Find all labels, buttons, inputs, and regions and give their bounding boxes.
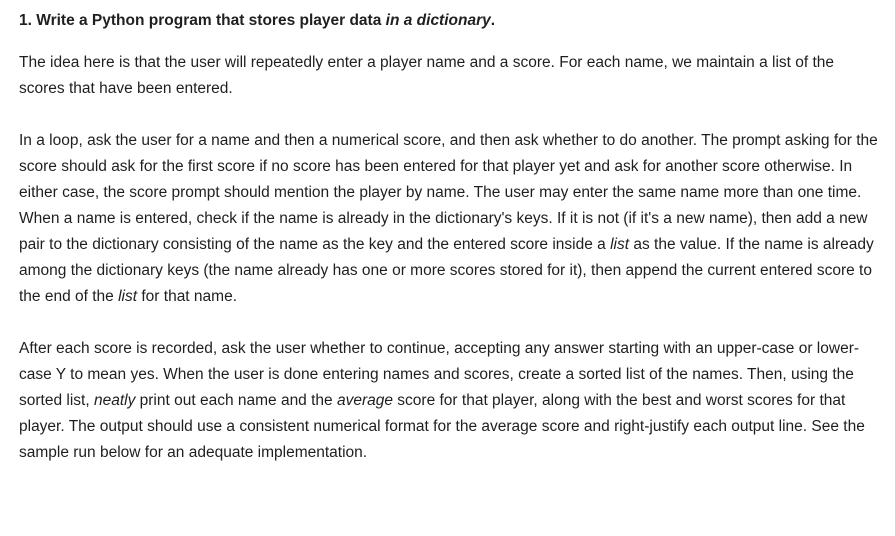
text-run: After each score is recorded, ask the user whether to continue, accepting any answer starting with an upper-case or lower-case Y to mean yes. When the user is done entering names and scores, create a sorted list of the names. Then, using the sorted list, xyxy=(19,340,860,409)
heading-period: . xyxy=(490,12,496,29)
emphasis-list: list xyxy=(118,288,138,305)
heading-emphasis: in a dictionary xyxy=(385,12,491,29)
text-run: score for that player, along with the best and worst scores for that player. The output should use a consistent numerical format for the average score and right-justify each output line. See the sample run below for an adequate implementation. xyxy=(19,392,865,461)
heading-text: 1. Write a Python program that stores player data xyxy=(19,12,386,29)
emphasis-average: average xyxy=(336,392,393,409)
text-run: for that name. xyxy=(137,288,238,305)
text-run: print out each name and the xyxy=(135,392,337,409)
intro-paragraph: The idea here is that the user will repeatedly enter a player name and a score. For each name, we maintain a list of the scores that have been entered. xyxy=(19,54,835,97)
loop-instructions-paragraph xyxy=(19,128,881,310)
question-heading xyxy=(19,10,881,32)
emphasis-list: list xyxy=(610,236,630,253)
text-run: as the value. If the name is already among the dictionary keys (the name already has one or more scores stored for it), then append the current entered score to the end of the xyxy=(19,236,874,305)
text-run: In a loop, ask the user for a name and then a numerical score, and then ask whether to do another. The prompt asking for the score should ask for the first score if no score has been entered for that player yet and ask for another score otherwise. In either case, the score prompt should mention the player by name. The user may enter the same name more than one time. When a name is entered, check if the name is already in the dictionary's keys. If it is not (if it's a new name), then add a new pair to the dictionary consisting of the name as the key and the entered score inside a xyxy=(19,132,878,253)
output-instructions-paragraph xyxy=(19,336,881,466)
emphasis-neatly: neatly xyxy=(93,392,136,409)
